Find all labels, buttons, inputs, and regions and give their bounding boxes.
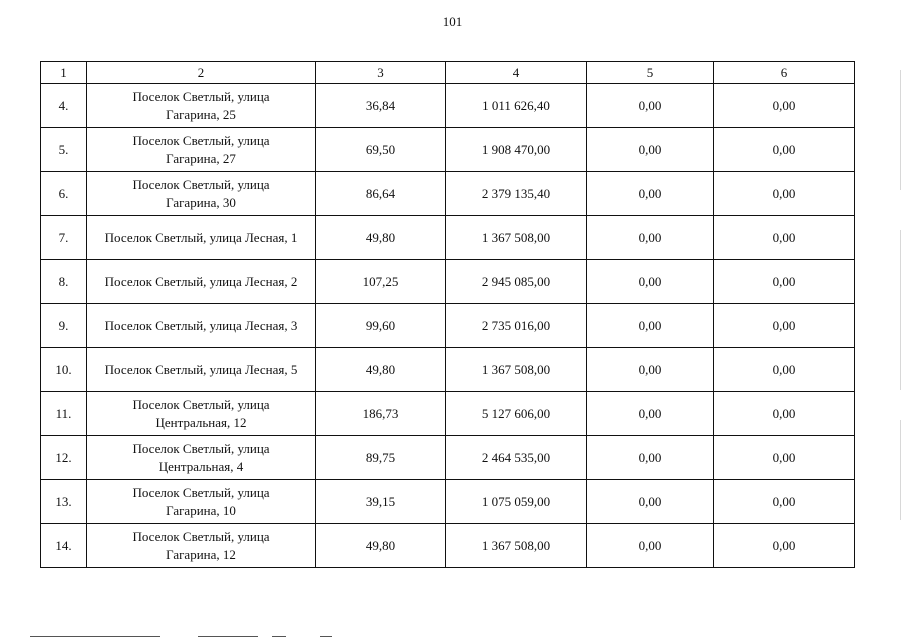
page-number: 101 bbox=[442, 14, 463, 29]
address-line: Поселок Светлый, улица bbox=[132, 396, 270, 412]
table-row bbox=[41, 172, 855, 216]
amount-cell: 2 735 016,00 bbox=[446, 304, 587, 348]
value-cell: 0,00 bbox=[714, 128, 855, 172]
amount-cell: 2 945 085,00 bbox=[446, 260, 587, 304]
address-line: Гагарина, 30 bbox=[166, 194, 236, 210]
value-cell: 0,00 bbox=[714, 348, 855, 392]
value-cell: 0,00 bbox=[714, 260, 855, 304]
address-line: Поселок Светлый, улица Лесная, 1 bbox=[104, 229, 298, 245]
column-header: 6 bbox=[714, 62, 855, 84]
address-cell bbox=[87, 304, 316, 348]
area-cell: 186,73 bbox=[316, 392, 446, 436]
area-cell: 86,64 bbox=[316, 172, 446, 216]
footer-rule bbox=[30, 636, 160, 637]
value-cell: 0,00 bbox=[714, 436, 855, 480]
value-cell: 0,00 bbox=[714, 392, 855, 436]
address-line: Поселок Светлый, улица bbox=[132, 88, 270, 104]
row-number-cell: 14. bbox=[41, 524, 87, 568]
scan-artifact bbox=[900, 230, 901, 390]
row-number-cell: 5. bbox=[41, 128, 87, 172]
column-header: 5 bbox=[587, 62, 714, 84]
table-row bbox=[41, 392, 855, 436]
address-line: Поселок Светлый, улица bbox=[132, 484, 270, 500]
header-row bbox=[41, 62, 855, 84]
amount-cell: 1 367 508,00 bbox=[446, 216, 587, 260]
address-line: Поселок Светлый, улица Лесная, 5 bbox=[104, 361, 298, 377]
amount-cell: 2 379 135,40 bbox=[446, 172, 587, 216]
table-row bbox=[41, 128, 855, 172]
address-line: Поселок Светлый, улица bbox=[132, 528, 270, 544]
scan-artifact bbox=[900, 420, 901, 520]
row-number-cell: 10. bbox=[41, 348, 87, 392]
area-cell: 89,75 bbox=[316, 436, 446, 480]
value-cell: 0,00 bbox=[714, 480, 855, 524]
value-cell: 0,00 bbox=[714, 216, 855, 260]
scan-artifact bbox=[900, 70, 901, 190]
address-line: Центральная, 12 bbox=[155, 414, 247, 430]
address-cell bbox=[87, 260, 316, 304]
value-cell: 0,00 bbox=[587, 84, 714, 128]
area-cell: 99,60 bbox=[316, 304, 446, 348]
table-row bbox=[41, 524, 855, 568]
address-cell bbox=[87, 436, 316, 480]
value-cell: 0,00 bbox=[587, 348, 714, 392]
area-cell: 39,15 bbox=[316, 480, 446, 524]
address-cell bbox=[87, 84, 316, 128]
address-line: Центральная, 4 bbox=[158, 458, 244, 474]
value-cell: 0,00 bbox=[587, 480, 714, 524]
table-row bbox=[41, 216, 855, 260]
row-number-cell: 9. bbox=[41, 304, 87, 348]
table-row bbox=[41, 480, 855, 524]
row-number-cell: 11. bbox=[41, 392, 87, 436]
row-number-cell: 12. bbox=[41, 436, 87, 480]
address-line: Поселок Светлый, улица Лесная, 3 bbox=[104, 317, 298, 333]
address-line: Поселок Светлый, улица bbox=[132, 176, 270, 192]
table-row bbox=[41, 260, 855, 304]
area-cell: 69,50 bbox=[316, 128, 446, 172]
value-cell: 0,00 bbox=[587, 260, 714, 304]
value-cell: 0,00 bbox=[587, 172, 714, 216]
table-row bbox=[41, 84, 855, 128]
amount-cell: 1 367 508,00 bbox=[446, 524, 587, 568]
value-cell: 0,00 bbox=[587, 128, 714, 172]
value-cell: 0,00 bbox=[587, 304, 714, 348]
area-cell: 107,25 bbox=[316, 260, 446, 304]
address-cell bbox=[87, 216, 316, 260]
value-cell: 0,00 bbox=[587, 392, 714, 436]
address-line: Поселок Светлый, улица bbox=[132, 132, 270, 148]
table-row bbox=[41, 304, 855, 348]
address-line: Гагарина, 25 bbox=[166, 106, 236, 122]
address-line: Поселок Светлый, улица bbox=[132, 440, 270, 456]
value-cell: 0,00 bbox=[714, 172, 855, 216]
row-number-cell: 4. bbox=[41, 84, 87, 128]
address-cell bbox=[87, 524, 316, 568]
footer-rule bbox=[320, 636, 332, 637]
amount-cell: 1 908 470,00 bbox=[446, 128, 587, 172]
amount-cell: 2 464 535,00 bbox=[446, 436, 587, 480]
footer-rule bbox=[198, 636, 258, 637]
column-header: 4 bbox=[446, 62, 587, 84]
address-cell bbox=[87, 348, 316, 392]
address-line: Поселок Светлый, улица Лесная, 2 bbox=[104, 273, 298, 289]
value-cell: 0,00 bbox=[714, 524, 855, 568]
address-cell bbox=[87, 392, 316, 436]
column-header: 2 bbox=[87, 62, 316, 84]
row-number-cell: 8. bbox=[41, 260, 87, 304]
address-line: Гагарина, 27 bbox=[166, 150, 236, 166]
address-cell bbox=[87, 172, 316, 216]
table-row bbox=[41, 348, 855, 392]
column-header: 3 bbox=[316, 62, 446, 84]
address-line: Гагарина, 10 bbox=[166, 502, 236, 518]
column-header: 1 bbox=[41, 62, 87, 84]
area-cell: 49,80 bbox=[316, 524, 446, 568]
address-cell bbox=[87, 128, 316, 172]
amount-cell: 1 011 626,40 bbox=[446, 84, 587, 128]
footer-rule bbox=[272, 636, 286, 637]
table-row bbox=[41, 436, 855, 480]
row-number-cell: 13. bbox=[41, 480, 87, 524]
amount-cell: 1 075 059,00 bbox=[446, 480, 587, 524]
row-number-cell: 7. bbox=[41, 216, 87, 260]
area-cell: 49,80 bbox=[316, 216, 446, 260]
value-cell: 0,00 bbox=[587, 436, 714, 480]
address-line: Гагарина, 12 bbox=[166, 546, 236, 562]
row-number-cell: 6. bbox=[41, 172, 87, 216]
address-cell bbox=[87, 480, 316, 524]
area-cell: 49,80 bbox=[316, 348, 446, 392]
value-cell: 0,00 bbox=[587, 524, 714, 568]
value-cell: 0,00 bbox=[587, 216, 714, 260]
value-cell: 0,00 bbox=[714, 84, 855, 128]
amount-cell: 5 127 606,00 bbox=[446, 392, 587, 436]
area-cell: 36,84 bbox=[316, 84, 446, 128]
value-cell: 0,00 bbox=[714, 304, 855, 348]
data-table bbox=[40, 61, 855, 568]
amount-cell: 1 367 508,00 bbox=[446, 348, 587, 392]
